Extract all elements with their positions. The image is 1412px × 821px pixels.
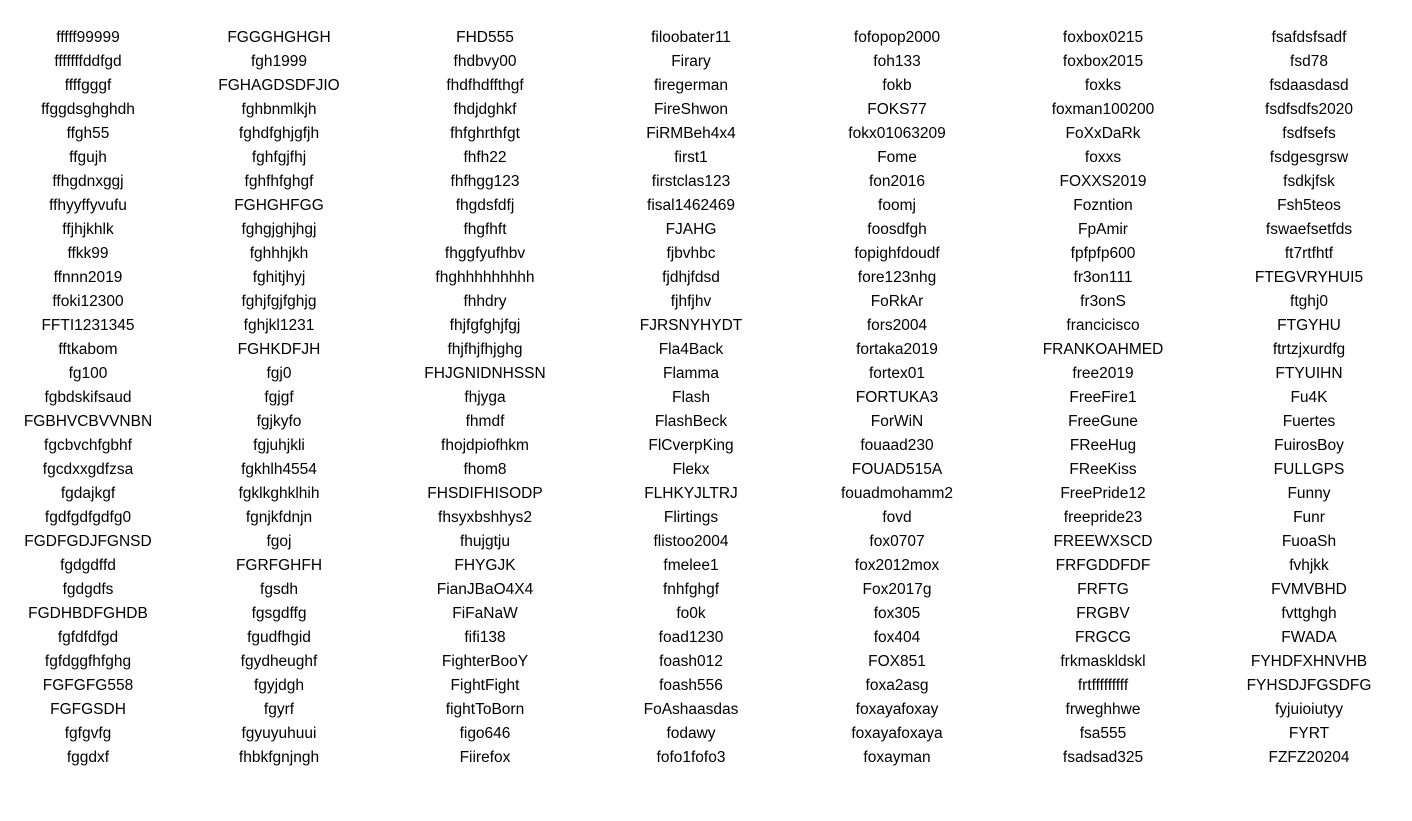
cell-c1-r20[interactable]: fgdajkgf — [60, 485, 116, 502]
cell-c6-r3[interactable]: foxks — [1084, 77, 1122, 94]
cell-c1-r29[interactable]: FGFGSDH — [50, 701, 126, 718]
cell-c4-r27[interactable]: foash012 — [659, 653, 723, 670]
cell-c7-r1[interactable]: fsafdsfsadf — [1271, 29, 1347, 46]
cell-c1-r17[interactable]: FGBHVCBVVNBN — [23, 413, 153, 430]
cell-c5-r4[interactable]: FOKS77 — [867, 101, 927, 118]
cell-c4-r13[interactable]: FJRSNYHYDT — [639, 317, 743, 334]
cell-c7-r31[interactable]: FZFZ20204 — [1268, 749, 1350, 766]
cell-c5-r12[interactable]: FoRkAr — [870, 293, 924, 310]
cell-c6-r25[interactable]: FRGBV — [1076, 605, 1130, 622]
cell-c6-r7[interactable]: FOXXS2019 — [1059, 173, 1147, 190]
cell-c2-r9[interactable]: fghgjghjhgj — [241, 221, 317, 238]
cell-c1-r9[interactable]: ffjhjkhlk — [62, 221, 114, 238]
cell-c3-r2[interactable]: fhdbvy00 — [453, 53, 517, 70]
cell-c5-r24[interactable]: Fox2017g — [862, 581, 932, 598]
cell-c2-r15[interactable]: fgj0 — [266, 365, 292, 382]
cell-c6-r9[interactable]: FpAmir — [1078, 221, 1128, 238]
cell-c2-r11[interactable]: fghitjhyj — [252, 269, 306, 286]
cell-c3-r25[interactable]: FiFaNaW — [452, 605, 518, 622]
cell-c7-r9[interactable]: fswaefsetfds — [1265, 221, 1353, 238]
cell-c2-r3[interactable]: FGHAGDSDFJIO — [218, 77, 340, 94]
cell-c1-r27[interactable]: fgfdggfhfghg — [44, 653, 132, 670]
cell-c3-r18[interactable]: fhojdpiofhkm — [441, 437, 529, 454]
cell-c7-r20[interactable]: Funny — [1287, 485, 1331, 502]
cell-c1-r19[interactable]: fgcdxxgdfzsa — [42, 461, 134, 478]
cell-c6-r8[interactable]: Fozntion — [1073, 197, 1133, 214]
cell-c4-r12[interactable]: fjhfjhv — [670, 293, 712, 310]
cell-c1-r28[interactable]: FGFGFG558 — [42, 677, 134, 694]
cell-c4-r23[interactable]: fmelee1 — [663, 557, 719, 574]
cell-c7-r26[interactable]: FWADA — [1281, 629, 1337, 646]
cell-c6-r28[interactable]: frtfffffffff — [1077, 677, 1129, 694]
cell-c7-r15[interactable]: FTYUIHN — [1275, 365, 1343, 382]
cell-c2-r1[interactable]: FGGGHGHGH — [227, 29, 331, 46]
cell-c1-r21[interactable]: fgdfgdfgdfg0 — [44, 509, 132, 526]
cell-c7-r11[interactable]: FTEGVRYHUI5 — [1254, 269, 1364, 286]
cell-c4-r25[interactable]: fo0k — [676, 605, 706, 622]
cell-c1-r24[interactable]: fgdgdfs — [62, 581, 114, 598]
cell-c7-r29[interactable]: fyjuioiutyy — [1274, 701, 1344, 718]
cell-c4-r5[interactable]: FiRMBeh4x4 — [646, 125, 736, 142]
cell-c4-r4[interactable]: FireShwon — [653, 101, 729, 118]
cell-c6-r18[interactable]: FReeHug — [1069, 437, 1137, 454]
cell-c4-r6[interactable]: first1 — [674, 149, 708, 166]
cell-c1-r15[interactable]: fg100 — [68, 365, 108, 382]
cell-c1-r18[interactable]: fgcbvchfgbhf — [44, 437, 132, 454]
cell-c6-r15[interactable]: free2019 — [1072, 365, 1134, 382]
cell-c6-r13[interactable]: francicisco — [1066, 317, 1140, 334]
cell-c3-r8[interactable]: fhgdsfdfj — [455, 197, 515, 214]
cell-c6-r29[interactable]: frweghhwe — [1065, 701, 1141, 718]
cell-c6-r31[interactable]: fsadsad325 — [1062, 749, 1144, 766]
cell-c6-r27[interactable]: frkmaskldskl — [1060, 653, 1146, 670]
cell-c1-r22[interactable]: FGDFGDJFGNSD — [24, 533, 152, 550]
cell-c6-r23[interactable]: FRFGDDFDF — [1055, 557, 1151, 574]
cell-c2-r27[interactable]: fgydheughf — [240, 653, 318, 670]
cell-c1-r12[interactable]: ffoki12300 — [52, 293, 124, 310]
cell-c1-r31[interactable]: fggdxf — [66, 749, 110, 766]
cell-c7-r30[interactable]: FYRT — [1288, 725, 1330, 742]
cell-c5-r1[interactable]: fofopop2000 — [853, 29, 941, 46]
cell-c1-r4[interactable]: ffggdsghghdh — [41, 101, 135, 118]
cell-c5-r2[interactable]: foh133 — [873, 53, 921, 70]
cell-c5-r20[interactable]: fouadmohamm2 — [840, 485, 953, 502]
cell-c3-r15[interactable]: FHJGNIDNHSSN — [424, 365, 546, 382]
cell-c4-r22[interactable]: flistoo2004 — [653, 533, 729, 550]
cell-c5-r19[interactable]: FOUAD515A — [851, 461, 943, 478]
cell-c7-r22[interactable]: FuoaSh — [1281, 533, 1337, 550]
cell-c7-r12[interactable]: ftghj0 — [1290, 293, 1328, 310]
cell-c5-r7[interactable]: fon2016 — [868, 173, 926, 190]
cell-c1-r6[interactable]: ffgujh — [69, 149, 107, 166]
cell-c7-r27[interactable]: FYHDFXHNVHB — [1250, 653, 1368, 670]
cell-c2-r21[interactable]: fgnjkfdnjn — [245, 509, 313, 526]
cell-c2-r14[interactable]: FGHKDFJH — [237, 341, 321, 358]
cell-c7-r25[interactable]: fvttghgh — [1281, 605, 1337, 622]
cell-c4-r11[interactable]: fjdhjfdsd — [662, 269, 720, 286]
cell-c7-r18[interactable]: FuirosBoy — [1274, 437, 1344, 454]
cell-c4-r15[interactable]: Flamma — [663, 365, 719, 382]
cell-c2-r17[interactable]: fgjkyfo — [256, 413, 302, 430]
cell-c7-r7[interactable]: fsdkjfsk — [1283, 173, 1335, 190]
cell-c7-r10[interactable]: ft7rtfhtf — [1284, 245, 1334, 262]
cell-c2-r7[interactable]: fghfhfghgf — [244, 173, 314, 190]
cell-c1-r8[interactable]: ffhyyffyvufu — [49, 197, 127, 214]
cell-c7-r17[interactable]: Fuertes — [1282, 413, 1336, 430]
cell-c4-r18[interactable]: FlCverpKing — [648, 437, 734, 454]
cell-c5-r31[interactable]: foxayman — [863, 749, 931, 766]
cell-c6-r1[interactable]: foxbox0215 — [1062, 29, 1144, 46]
cell-c3-r6[interactable]: fhfh22 — [463, 149, 507, 166]
cell-c7-r21[interactable]: Funr — [1293, 509, 1325, 526]
cell-c6-r6[interactable]: foxxs — [1084, 149, 1122, 166]
cell-c6-r20[interactable]: FreePride12 — [1060, 485, 1146, 502]
cell-c5-r21[interactable]: fovd — [882, 509, 912, 526]
cell-c3-r23[interactable]: FHYGJK — [454, 557, 516, 574]
cell-c7-r24[interactable]: FVMVBHD — [1271, 581, 1347, 598]
cell-c1-r5[interactable]: ffgh55 — [66, 125, 110, 142]
cell-c4-r21[interactable]: Flirtings — [663, 509, 719, 526]
cell-c2-r2[interactable]: fgh1999 — [250, 53, 308, 70]
cell-c6-r12[interactable]: fr3onS — [1080, 293, 1126, 310]
cell-c6-r17[interactable]: FreeGune — [1068, 413, 1138, 430]
cell-c7-r4[interactable]: fsdfsdfs2020 — [1265, 101, 1353, 118]
cell-c6-r19[interactable]: FReeKiss — [1069, 461, 1137, 478]
cell-c4-r31[interactable]: fofo1fofo3 — [656, 749, 726, 766]
cell-c4-r17[interactable]: FlashBeck — [654, 413, 728, 430]
cell-c5-r28[interactable]: foxa2asg — [865, 677, 929, 694]
cell-c4-r30[interactable]: fodawy — [666, 725, 716, 742]
cell-c7-r2[interactable]: fsd78 — [1290, 53, 1328, 70]
cell-c5-r13[interactable]: fors2004 — [866, 317, 928, 334]
cell-c2-r26[interactable]: fgudfhgid — [247, 629, 311, 646]
cell-c7-r16[interactable]: Fu4K — [1290, 389, 1328, 406]
cell-c6-r11[interactable]: fr3on111 — [1073, 269, 1133, 286]
cell-c5-r27[interactable]: FOX851 — [868, 653, 926, 670]
cell-c2-r22[interactable]: fgoj — [266, 533, 292, 550]
cell-c6-r30[interactable]: fsa555 — [1079, 725, 1127, 742]
cell-c7-r28[interactable]: FYHSDJFGSDFG — [1246, 677, 1372, 694]
cell-c3-r12[interactable]: fhhdry — [463, 293, 507, 310]
cell-c2-r6[interactable]: fghfgjfhj — [251, 149, 307, 166]
cell-c6-r4[interactable]: foxman100200 — [1051, 101, 1155, 118]
cell-c7-r19[interactable]: FULLGPS — [1273, 461, 1345, 478]
cell-c5-r14[interactable]: fortaka2019 — [856, 341, 938, 358]
cell-c4-r16[interactable]: Flash — [672, 389, 710, 406]
cell-c3-r5[interactable]: fhfghrthfgt — [450, 125, 520, 142]
cell-c3-r9[interactable]: fhgfhft — [463, 221, 507, 238]
cell-c5-r26[interactable]: fox404 — [873, 629, 921, 646]
cell-c5-r3[interactable]: fokb — [882, 77, 912, 94]
cell-c5-r23[interactable]: fox2012mox — [854, 557, 940, 574]
cell-c4-r9[interactable]: FJAHG — [665, 221, 717, 238]
cell-c4-r10[interactable]: fjbvhbc — [666, 245, 716, 262]
cell-c7-r3[interactable]: fsdaasdasd — [1269, 77, 1349, 94]
cell-c5-r10[interactable]: fopighfdoudf — [854, 245, 940, 262]
cell-c5-r5[interactable]: fokx01063209 — [848, 125, 946, 142]
cell-c1-r3[interactable]: ffffgggf — [64, 77, 112, 94]
cell-c6-r26[interactable]: FRGCG — [1075, 629, 1131, 646]
cell-c5-r6[interactable]: Fome — [877, 149, 917, 166]
cell-c5-r8[interactable]: foomj — [878, 197, 916, 214]
cell-c2-r12[interactable]: fghjfgjfghjg — [241, 293, 317, 310]
cell-c3-r4[interactable]: fhdjdghkf — [453, 101, 517, 118]
cell-c4-r7[interactable]: firstclas123 — [651, 173, 731, 190]
cell-c6-r10[interactable]: fpfpfp600 — [1070, 245, 1136, 262]
cell-c2-r24[interactable]: fgsdh — [260, 581, 298, 598]
cell-c6-r21[interactable]: freepride23 — [1063, 509, 1143, 526]
cell-c2-r23[interactable]: FGRFGHFH — [235, 557, 323, 574]
cell-c3-r30[interactable]: figo646 — [459, 725, 511, 742]
cell-c2-r30[interactable]: fgyuyuhuui — [241, 725, 317, 742]
cell-c3-r17[interactable]: fhmdf — [465, 413, 505, 430]
cell-c2-r29[interactable]: fgyrf — [263, 701, 295, 718]
cell-c2-r19[interactable]: fgkhlh4554 — [241, 461, 317, 478]
spreadsheet-grid — [0, 26, 1412, 770]
cell-c1-r25[interactable]: FGDHBDFGHDB — [28, 605, 148, 622]
cell-c2-r13[interactable]: fghjkl1231 — [243, 317, 315, 334]
cell-c6-r5[interactable]: FoXxDaRk — [1065, 125, 1141, 142]
cell-c2-r28[interactable]: fgyjdgh — [254, 677, 304, 694]
cell-c7-r8[interactable]: Fsh5teos — [1277, 197, 1341, 214]
cell-c3-r20[interactable]: FHSDIFHISODP — [427, 485, 543, 502]
cell-c1-r16[interactable]: fgbdskifsaud — [44, 389, 132, 406]
cell-c2-r25[interactable]: fgsgdffg — [251, 605, 307, 622]
cell-c1-r2[interactable]: fffffffddfgd — [54, 53, 122, 70]
cell-c6-r16[interactable]: FreeFire1 — [1069, 389, 1137, 406]
cell-c2-r5[interactable]: fghdfghjgfjh — [238, 125, 320, 142]
cell-c3-r21[interactable]: fhsyxbshhys2 — [438, 509, 532, 526]
cell-c3-r7[interactable]: fhfhgg123 — [450, 173, 520, 190]
cell-c4-r26[interactable]: foad1230 — [658, 629, 724, 646]
cell-c3-r26[interactable]: fifi138 — [464, 629, 506, 646]
cell-c4-r20[interactable]: FLHKYJLTRJ — [644, 485, 738, 502]
cell-c6-r24[interactable]: FRFTG — [1077, 581, 1129, 598]
cell-c1-r1[interactable]: fffff99999 — [56, 29, 120, 46]
cell-c3-r27[interactable]: FighterBooY — [441, 653, 529, 670]
cell-c5-r9[interactable]: foosdfgh — [867, 221, 927, 238]
cell-c1-r23[interactable]: fgdgdffd — [60, 557, 116, 574]
cell-c1-r13[interactable]: FFTI1231345 — [41, 317, 135, 334]
cell-c5-r15[interactable]: fortex01 — [868, 365, 925, 382]
cell-c4-r24[interactable]: fnhfghgf — [662, 581, 720, 598]
cell-c7-r6[interactable]: fsdgesgrsw — [1269, 149, 1349, 166]
cell-c3-r24[interactable]: FianJBaO4X4 — [436, 581, 534, 598]
cell-c3-r16[interactable]: fhjyga — [464, 389, 506, 406]
cell-c2-r18[interactable]: fgjuhjkli — [253, 437, 305, 454]
cell-c2-r16[interactable]: fgjgf — [264, 389, 294, 406]
cell-c3-r13[interactable]: fhjfgfghjfgj — [449, 317, 521, 334]
cell-c6-r2[interactable]: foxbox2015 — [1062, 53, 1144, 70]
cell-c3-r19[interactable]: fhom8 — [463, 461, 507, 478]
cell-c4-r1[interactable]: filoobater11 — [651, 29, 731, 46]
cell-c1-r10[interactable]: ffkk99 — [67, 245, 109, 262]
cell-c3-r1[interactable]: FHD555 — [456, 29, 514, 46]
cell-c3-r29[interactable]: fightToBorn — [445, 701, 525, 718]
cell-c7-r14[interactable]: ftrtzjxurdfg — [1272, 341, 1346, 358]
cell-c5-r11[interactable]: fore123nhg — [857, 269, 937, 286]
cell-c4-r3[interactable]: firegerman — [653, 77, 729, 94]
cell-c6-r22[interactable]: FREEWXSCD — [1053, 533, 1153, 550]
cell-c4-r19[interactable]: Flekx — [672, 461, 710, 478]
cell-c5-r22[interactable]: fox0707 — [869, 533, 925, 550]
cell-c2-r4[interactable]: fghbnmlkjh — [241, 101, 317, 118]
cell-c3-r14[interactable]: fhjfhjfhjghg — [447, 341, 523, 358]
cell-c1-r30[interactable]: fgfgvfg — [64, 725, 112, 742]
cell-c4-r14[interactable]: Fla4Back — [658, 341, 724, 358]
cell-c2-r10[interactable]: fghhhjkh — [249, 245, 309, 262]
cell-c3-r10[interactable]: fhggfyufhbv — [444, 245, 526, 262]
cell-c3-r28[interactable]: FightFight — [450, 677, 520, 694]
cell-c7-r23[interactable]: fvhjkk — [1289, 557, 1329, 574]
cell-c2-r20[interactable]: fgklkghklhih — [238, 485, 320, 502]
cell-c5-r25[interactable]: fox305 — [873, 605, 921, 622]
cell-c1-r14[interactable]: fftkabom — [58, 341, 118, 358]
cell-c5-r17[interactable]: ForWiN — [870, 413, 924, 430]
cell-c7-r13[interactable]: FTGYHU — [1277, 317, 1341, 334]
cell-c5-r18[interactable]: fouaad230 — [860, 437, 934, 454]
cell-c5-r30[interactable]: foxayafoxaya — [851, 725, 943, 742]
cell-c1-r11[interactable]: ffnnn2019 — [53, 269, 123, 286]
cell-c2-r8[interactable]: FGHGHFGG — [234, 197, 324, 214]
cell-c5-r29[interactable]: foxayafoxay — [855, 701, 939, 718]
cell-c7-r5[interactable]: fsdfsefs — [1282, 125, 1336, 142]
cell-c3-r3[interactable]: fhdfhdffthgf — [446, 77, 524, 94]
cell-c1-r26[interactable]: fgfdfdfgd — [57, 629, 119, 646]
cell-c3-r11[interactable]: fhghhhhhhhhh — [435, 269, 535, 286]
cell-c3-r31[interactable]: Fiirefox — [459, 749, 511, 766]
cell-c2-r31[interactable]: fhbkfgnjngh — [238, 749, 320, 766]
cell-c4-r28[interactable]: foash556 — [659, 677, 723, 694]
cell-c5-r16[interactable]: FORTUKA3 — [855, 389, 939, 406]
cell-c1-r7[interactable]: ffhgdnxggj — [52, 173, 124, 190]
cell-c4-r2[interactable]: Firary — [671, 53, 711, 70]
cell-c4-r8[interactable]: fisal1462469 — [647, 197, 735, 214]
cell-c6-r14[interactable]: FRANKOAHMED — [1042, 341, 1164, 358]
cell-c3-r22[interactable]: fhujgtju — [460, 533, 510, 550]
cell-c4-r29[interactable]: FoAshaasdas — [643, 701, 739, 718]
